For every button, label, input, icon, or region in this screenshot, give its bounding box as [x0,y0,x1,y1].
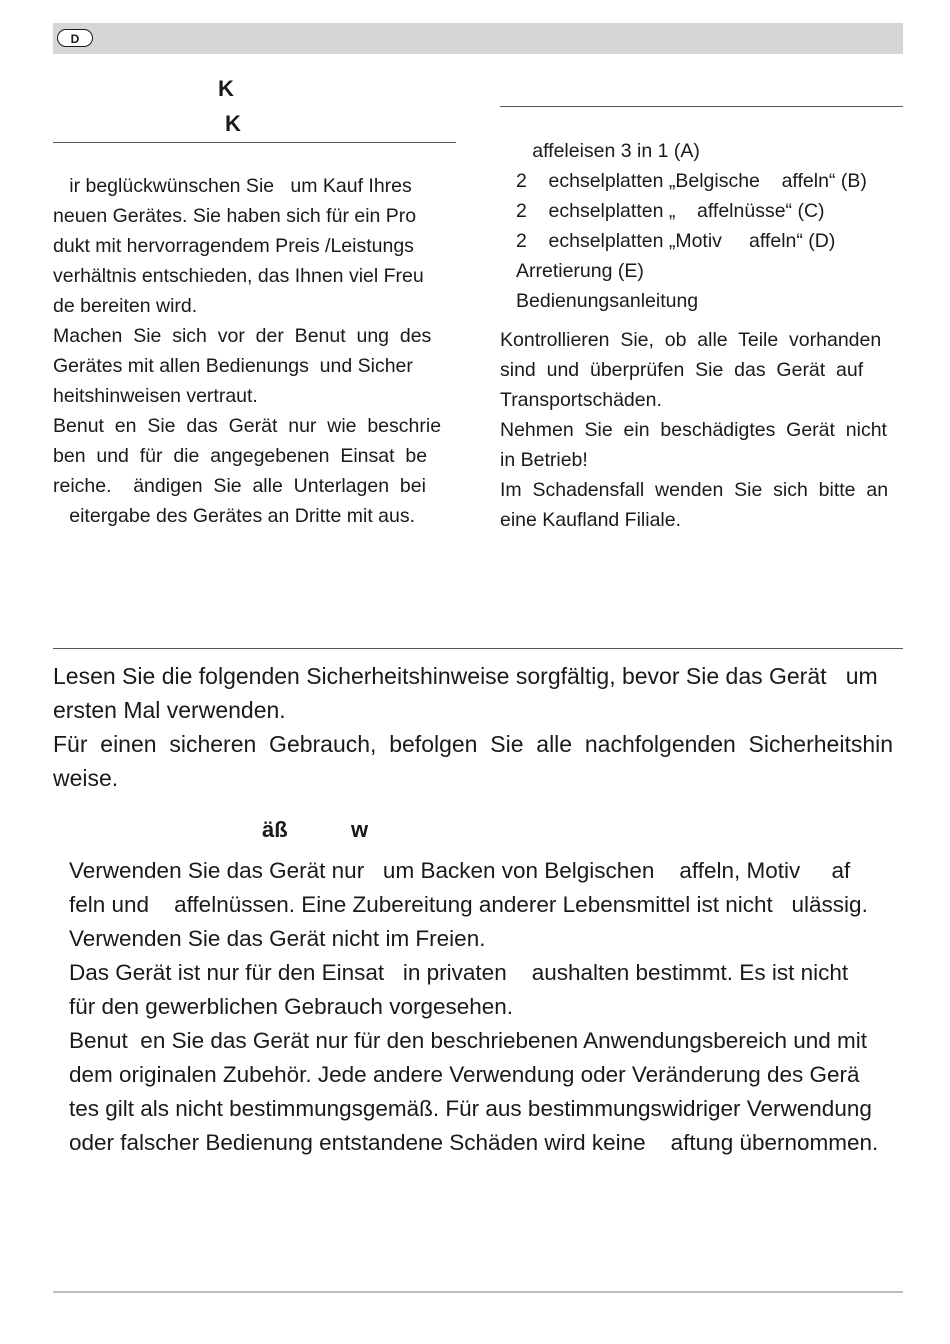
intro-line: Machen Sie sich vor der Benut ung des [53,325,432,347]
usage-text [69,854,904,1160]
usage-line: für den gewerblichen Gebrauch vorgesehen. [69,994,514,1019]
intro-line: ben und für die angegebenen Einsat be [53,445,428,467]
contents-item: 2 echselplatten „ affelnüsse“ (C) [516,200,825,222]
intro-line: heitshinweisen vertraut. [53,385,258,407]
intro-line: reiche. ändigen Sie alle Unterlagen bei [53,475,426,497]
usage-line: Verwenden Sie das Gerät nicht im Freien. [69,926,486,951]
intro-line: ir beglückwünschen Sie um Kauf Ihres [53,175,412,197]
usage-line: oder falscher Bedienung entstandene Schäden wird keine aftung übernommen. [69,1130,879,1155]
contents-item: Bedienungsanleitung [516,290,699,312]
contents-item: 2 echselplatten „Motiv affeln“ (D) [516,230,836,252]
contents-check-text [500,325,904,535]
intro-line: verhältnis entschieden, das Ihnen viel Freu [53,265,424,287]
safety-line: Lesen Sie die folgenden Sicherheitshinweise sorgfältig, bevor Sie das Gerät um [53,663,878,689]
intro-line: eitergabe des Gerätes an Dritte mit aus. [53,505,416,527]
safety-rule [53,648,903,649]
safety-line: ersten Mal verwenden. [53,697,286,723]
usage-heading-part1: äß [262,817,288,842]
left-heading-rule [53,142,456,143]
contents-item: 2 echselplatten „Belgische affeln“ (B) [516,170,867,192]
right-heading-rule [500,106,903,107]
section-heading-line1: K [218,76,234,101]
check-line: Nehmen Sie ein beschädigtes Gerät nicht [500,419,887,441]
usage-heading-part2: w [351,817,369,842]
intro-line: de bereiten wird. [53,295,198,317]
check-line: Transportschäden. [500,389,662,411]
intro-line: Benut en Sie das Gerät nur wie beschrie [53,415,442,437]
usage-line: dem originalen Zubehör. Jede andere Verwendung oder Veränderung des Gerä [69,1062,860,1087]
safety-intro [53,659,903,795]
section-heading-line2: K [225,111,241,136]
usage-line: Benut en Sie das Gerät nur für den beschriebenen Anwendungsbereich und mit [69,1028,868,1053]
language-bar [53,23,903,54]
check-line: in Betrieb! [500,449,588,471]
check-line: sind und überprüfen Sie das Gerät auf [500,359,864,381]
intro-text [53,171,457,531]
intro-line: dukt mit hervorragendem Preis /Leistungs [53,235,414,257]
contents-item: affeleisen 3 in 1 (A) [516,140,700,162]
check-line: Kontrollieren Sie, ob alle Teile vorhanden [500,329,882,351]
usage-line: tes gilt als nicht bestimmungsgemäß. Für aus bestimmungswidriger Verwendung [69,1096,872,1121]
footer-rule [53,1291,903,1293]
check-line: eine Kaufland Filiale. [500,509,682,531]
usage-line: Verwenden Sie das Gerät nur um Backen von Belgischen affeln, Motiv af [69,858,851,883]
safety-line: Für einen sicheren Gebrauch, befolgen Sie alle nachfolgenden Sicherheitshin [53,731,894,757]
intro-line: Gerätes mit allen Bedienungs und Sicher [53,355,413,377]
usage-line: Das Gerät ist nur für den Einsat in privaten aushalten bestimmt. Es ist nicht [69,960,849,985]
language-badge: D [57,29,93,47]
usage-line: feln und affelnüssen. Eine Zubereitung anderer Lebensmittel ist nicht ulässig. [69,892,868,917]
contents-list [516,136,906,316]
safety-line: weise. [53,765,119,791]
check-line: Im Schadensfall wenden Sie sich bitte an [500,479,889,501]
intro-line: neuen Gerätes. Sie haben sich für ein Pro [53,205,417,227]
contents-item: Arretierung (E) [516,260,644,282]
